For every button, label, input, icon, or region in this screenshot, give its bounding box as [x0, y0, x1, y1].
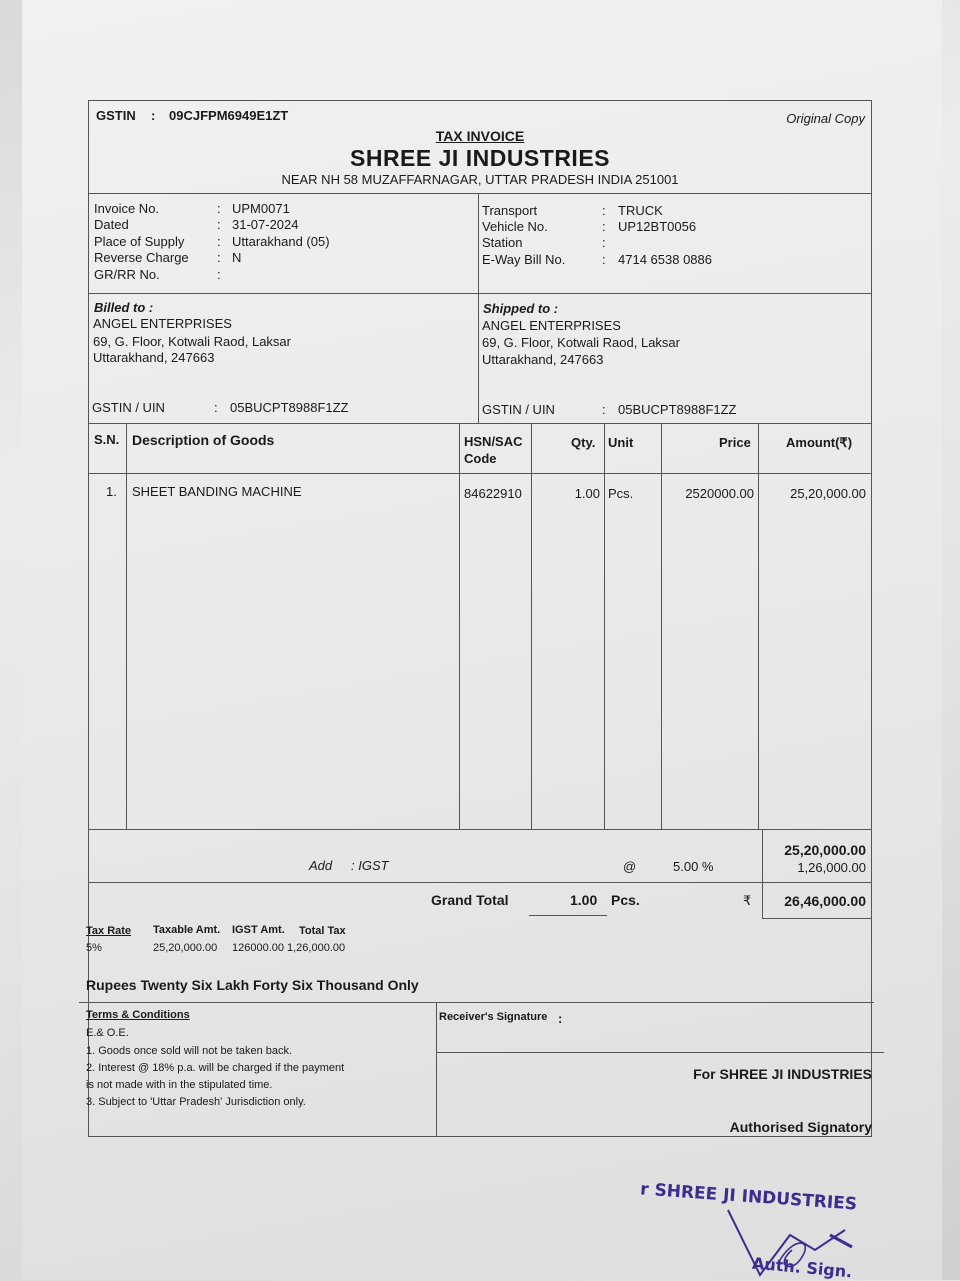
terms-line: E.& O.E.	[86, 1027, 129, 1039]
col-price-header: Price	[719, 435, 751, 450]
grand-total-label: Grand Total	[431, 892, 509, 908]
divider	[79, 1002, 874, 1003]
col-divider	[126, 423, 127, 829]
col-description-header: Description of Goods	[132, 432, 275, 448]
divider	[89, 882, 871, 883]
subtotal-value: 25,20,000.00	[784, 842, 866, 858]
place-of-supply-value: Uttarakhand (05)	[232, 234, 330, 249]
col-divider	[604, 423, 605, 829]
amount-in-words: Rupees Twenty Six Lakh Forty Six Thousand Only	[86, 977, 419, 993]
divider	[436, 1002, 437, 1136]
col-divider	[459, 423, 460, 829]
receiver-signature-label: Receiver's Signature	[439, 1011, 548, 1023]
col-hsn-header: HSN/SAC	[464, 434, 523, 449]
col-hsn-header-code: Code	[464, 451, 497, 466]
igst-amt-header: IGST Amt.	[232, 924, 285, 936]
billed-gstin-value: 05BUCPT8988F1ZZ	[230, 400, 349, 415]
transport-value: TRUCK	[618, 203, 663, 218]
divider	[762, 918, 871, 919]
total-tax-header: Total Tax	[299, 925, 346, 937]
gr-rr-label: GR/RR No.	[94, 267, 160, 282]
terms-line: 1. Goods once sold will not be taken back.	[86, 1045, 293, 1057]
shipped-to-heading: Shipped to :	[483, 301, 559, 316]
station-label: Station	[482, 235, 523, 250]
divider	[89, 293, 871, 294]
colon: :	[214, 400, 218, 415]
transport-label: Transport	[482, 203, 538, 218]
row-qty: 1.00	[574, 486, 600, 501]
shipped-to-address2: Uttarakhand, 247663	[482, 352, 604, 367]
colon: :	[602, 252, 606, 267]
col-divider	[758, 423, 759, 829]
tax-amount: 1,26,000.00	[797, 860, 866, 875]
dated-value: 31-07-2024	[232, 217, 299, 232]
row-sn: 1.	[106, 484, 117, 499]
invoice-no-label: Invoice No.	[94, 201, 160, 216]
col-qty-header: Qty.	[571, 435, 596, 450]
rupee-symbol: ₹	[743, 893, 752, 908]
shipped-to-name: ANGEL ENTERPRISES	[482, 318, 621, 333]
reverse-charge-value: N	[232, 250, 242, 265]
invoice-no-value: UPM0071	[232, 201, 290, 216]
col-divider	[661, 423, 662, 829]
colon: :	[217, 267, 221, 282]
col-sn-header: S.N.	[94, 432, 120, 447]
col-unit-header: Unit	[608, 435, 634, 450]
tax-rate-header: Tax Rate	[86, 925, 132, 937]
divider	[89, 423, 871, 424]
authorised-signatory-label: Authorised Signatory	[729, 1119, 872, 1135]
billed-to-name: ANGEL ENTERPRISES	[93, 316, 232, 331]
igst-amt-value: 126000.00	[232, 942, 284, 954]
row-amount: 25,20,000.00	[790, 486, 866, 501]
for-company-label: For SHREE JI INDUSTRIES	[693, 1066, 872, 1082]
row-description: SHEET BANDING MACHINE	[132, 484, 302, 499]
receiver-colon: :	[558, 1011, 563, 1026]
taxable-amt-header: Taxable Amt.	[153, 924, 221, 936]
tax-rate: 5.00 %	[673, 859, 714, 874]
stamp-auth-sign: Auth. Sign.	[751, 1253, 854, 1281]
place-of-supply-label: Place of Supply	[94, 234, 185, 249]
terms-line: 3. Subject to 'Uttar Pradesh' Jurisdiction only.	[86, 1096, 306, 1108]
divider	[89, 829, 871, 830]
colon: :	[217, 217, 221, 232]
colon: :	[217, 234, 221, 249]
divider	[89, 473, 871, 474]
terms-heading: Terms & Conditions	[86, 1009, 190, 1021]
divider	[89, 193, 871, 194]
colon: :	[217, 250, 221, 265]
stamp-company-name: SHREE JI INDUSTRIES	[653, 1180, 858, 1215]
gstin-value: 09CJFPM6949E1ZT	[169, 108, 289, 123]
total-tax-value: 1,26,000.00	[287, 942, 346, 954]
shipped-gstin-value: 05BUCPT8988F1ZZ	[618, 402, 737, 417]
stamp-mark-icon: r	[639, 1179, 656, 1201]
colon: :	[602, 203, 606, 218]
total-unit: Pcs.	[611, 892, 640, 908]
add-label: Add	[309, 858, 333, 873]
divider	[436, 1052, 884, 1053]
colon: :	[602, 235, 606, 250]
colon: :	[602, 219, 606, 234]
dated-label: Dated	[94, 217, 129, 232]
billed-to-address2: Uttarakhand, 247663	[93, 350, 215, 365]
terms-line: is not made with in the stipulated time.	[86, 1079, 273, 1091]
eway-bill-label: E-Way Bill No.	[482, 252, 566, 267]
terms-line: 2. Interest @ 18% p.a. will be charged if the payment	[86, 1062, 345, 1074]
row-price: 2520000.00	[685, 486, 754, 501]
copy-label: Original Copy	[786, 111, 865, 126]
billed-to-address1: 69, G. Floor, Kotwali Raod, Laksar	[93, 334, 291, 349]
colon: :	[602, 402, 606, 417]
qty-underline	[529, 915, 607, 916]
colon: :	[217, 201, 221, 216]
reverse-charge-label: Reverse Charge	[94, 250, 189, 265]
col-amount-header: Amount(₹)	[786, 435, 853, 450]
vehicle-no-value: UP12BT0056	[618, 219, 697, 234]
doc-title: TAX INVOICE	[435, 128, 525, 144]
gstin-label: GSTIN	[96, 108, 136, 123]
billed-to-heading: Billed to :	[94, 300, 154, 315]
grand-total-value: 26,46,000.00	[784, 893, 866, 909]
vehicle-no-label: Vehicle No.	[482, 219, 548, 234]
row-unit: Pcs.	[608, 486, 634, 501]
row-hsn: 84622910	[464, 486, 522, 501]
billed-gstin-label: GSTIN / UIN	[92, 400, 165, 415]
company-address: NEAR NH 58 MUZAFFARNAGAR, UTTAR PRADESH INDIA 251001	[281, 172, 679, 187]
col-divider	[531, 423, 532, 829]
divider	[478, 193, 479, 423]
total-qty: 1.00	[570, 892, 598, 908]
tax-name: : IGST	[351, 858, 389, 873]
shipped-to-address1: 69, G. Floor, Kotwali Raod, Laksar	[482, 335, 680, 350]
tax-rate-value: 5%	[86, 942, 102, 954]
gstin-colon: :	[151, 108, 156, 123]
taxable-amt-value: 25,20,000.00	[153, 942, 218, 954]
eway-bill-value: 4714 6538 0886	[618, 252, 712, 267]
at-symbol: @	[623, 859, 637, 874]
invoice-frame	[88, 100, 872, 1137]
shipped-gstin-label: GSTIN / UIN	[482, 402, 555, 417]
company-name: SHREE JI INDUSTRIES	[350, 145, 610, 171]
